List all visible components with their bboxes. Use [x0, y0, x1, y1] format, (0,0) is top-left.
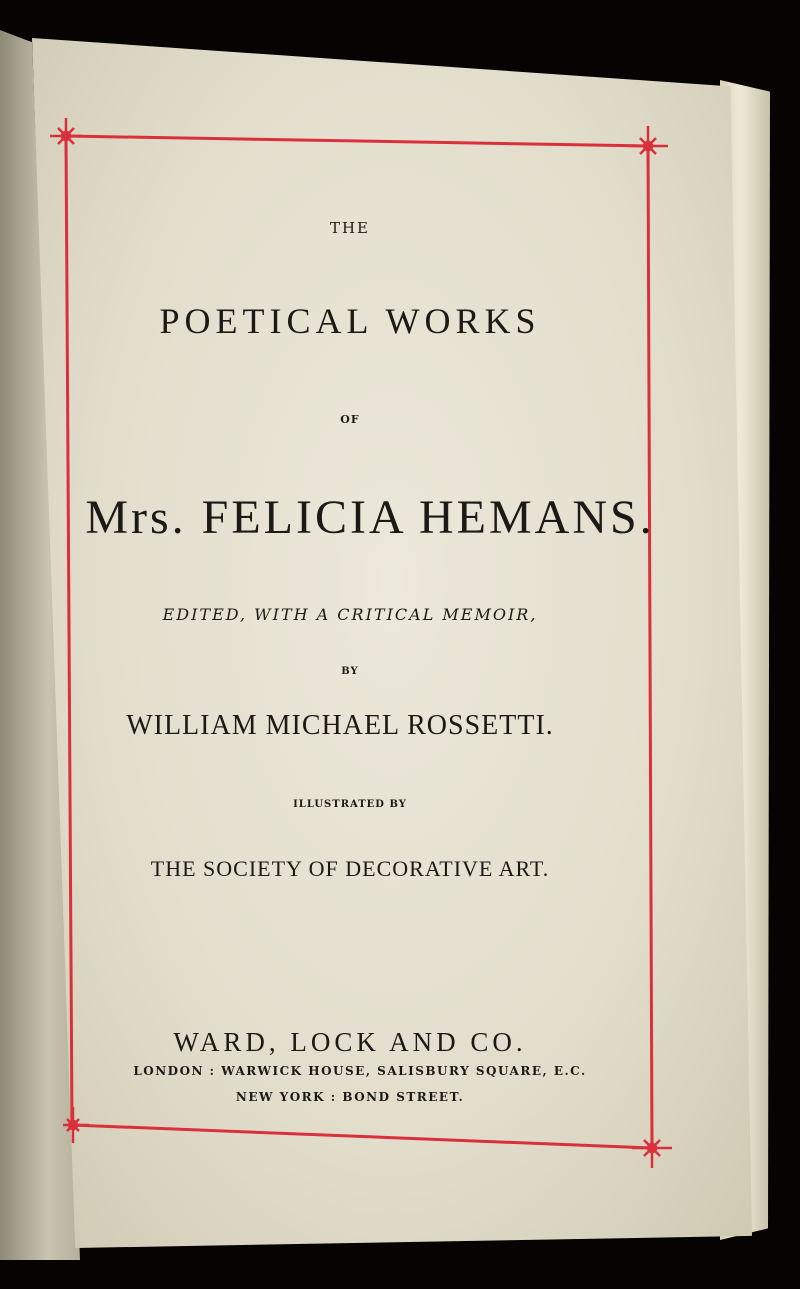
- publisher-london-address: LONDON : WARWICK HOUSE, SALISBURY SQUARE, E.C.: [133, 1064, 587, 1078]
- publisher-new-york-address: NEW YORK : BOND STREET.: [235, 1090, 465, 1104]
- by-line: BY: [341, 666, 359, 677]
- edited-line: EDITED, WITH A CRITICAL MEMOIR,: [162, 605, 538, 624]
- illustrator-name: THE SOCIETY OF DECORATIVE ART.: [150, 856, 550, 881]
- editor-name: WILLIAM MICHAEL ROSSETTI.: [126, 710, 554, 741]
- title-of: OF: [340, 413, 360, 426]
- publisher-name: WARD, LOCK AND CO.: [173, 1027, 527, 1057]
- corner-ornament-icons: [50, 118, 672, 1168]
- author-prefix: Mrs.: [85, 491, 187, 544]
- illustrated-by-line: ILLUSTRATED BY: [293, 799, 407, 810]
- author-full-name: FELICIA HEMANS.: [201, 491, 655, 544]
- author-name: [80, 490, 660, 545]
- book-title: POETICAL WORKS: [159, 301, 541, 341]
- title-the: THE: [329, 219, 371, 237]
